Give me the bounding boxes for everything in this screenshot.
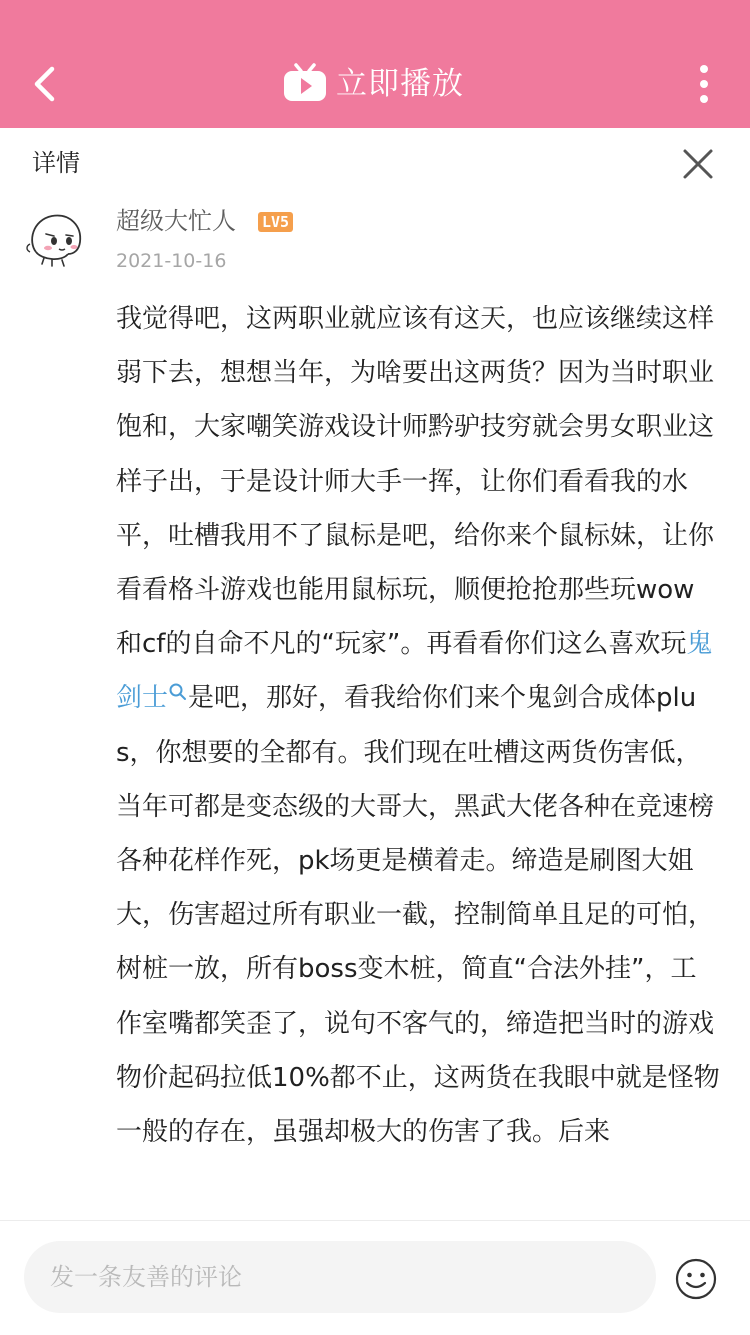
level-badge: LV5 [258, 212, 293, 232]
smiley-face-icon [674, 1257, 718, 1301]
play-now-label: 立即播放 [336, 66, 464, 102]
post-text-part-2: 是吧，那好，看我给你们来个鬼剑合成体plus，你想要的全都有。我们现在吐槽这两货伤害低，当年可都是变态级的大哥大，黑武大佬各种在竞速榜各种花样作死，pk场更是横着走。缔造是刷图大姐大，伤害超过所有职业一截，控制简单且足的可怕，树桩一放，所有boss变木桩，简直“合法外挂”，工作室嘴都笑歪了，说句不客气的，缔造把当时的游戏物价起码拉低10%都不止，这两货在我眼中就是怪物一般的存在，虽强却极大的伤害了我。后来 [116, 683, 720, 1148]
detail-title: 详情 [32, 149, 80, 177]
tv-play-icon [282, 63, 328, 105]
post-body [116, 292, 720, 1212]
chevron-left-icon [22, 56, 70, 112]
close-icon [676, 142, 720, 186]
more-vertical-icon [684, 58, 724, 110]
back-button[interactable] [22, 56, 70, 112]
close-button[interactable] [676, 142, 720, 186]
detail-header [0, 128, 750, 200]
avatar-image [22, 206, 90, 274]
author-name[interactable]: 超级大忙人 [116, 207, 236, 235]
more-options-button[interactable] [684, 58, 724, 110]
comment-input[interactable] [24, 1241, 656, 1313]
top-app-bar [0, 0, 750, 128]
search-icon [168, 682, 188, 704]
post-date: 2021-10-16 [116, 250, 227, 272]
keyword-link-text: 鬼剑士 [116, 629, 713, 714]
avatar[interactable] [22, 206, 90, 274]
emoji-button[interactable] [674, 1257, 718, 1301]
comment-bar [0, 1220, 750, 1335]
post-text-part-1: 我觉得吧，这两职业就应该有这天，也应该继续这样弱下去，想想当年，为啥要出这两货？因为当时职业饱和，大家嘲笑游戏设计师黔驴技穷就会男女职业这样子出，于是设计师大手一挥，让你们看看我的水平，吐槽我用不了鼠标是吧，给你来个鼠标妹，让你看看格斗游戏也能用鼠标玩，顺便抢抢那些玩wow和cf的自命不凡的“玩家”。再看看你们这么喜欢玩 [116, 304, 715, 660]
play-now-button[interactable] [282, 60, 464, 108]
